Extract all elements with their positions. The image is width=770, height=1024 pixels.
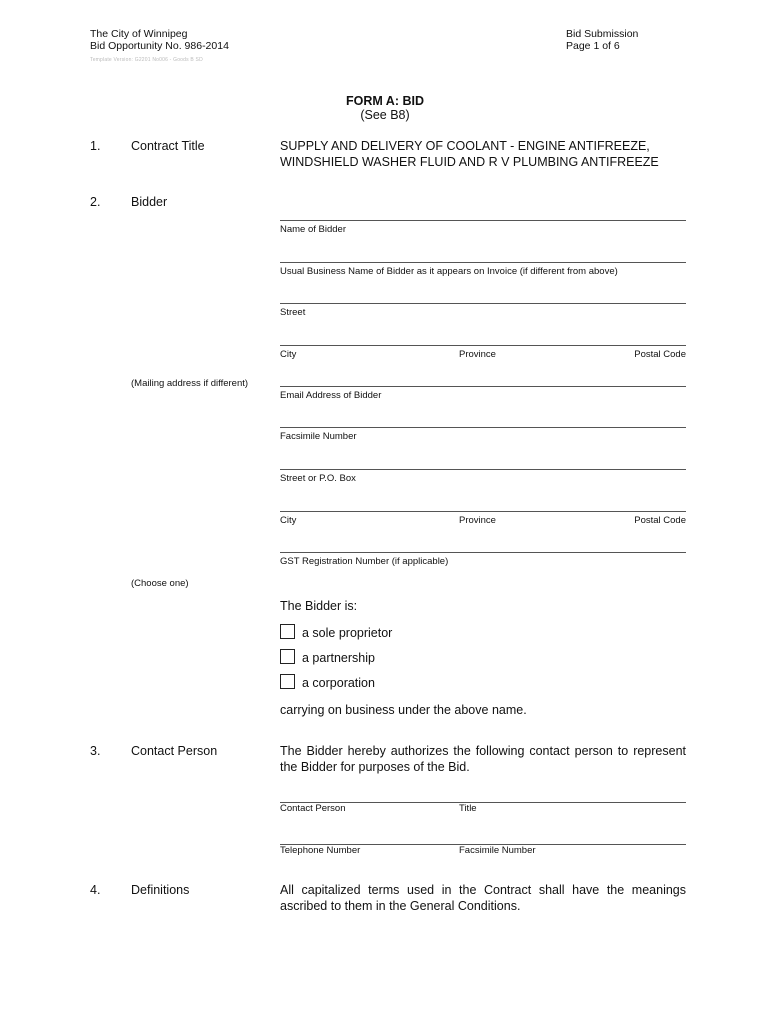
section-number: 1. <box>90 139 101 153</box>
form-title: FORM A: BID <box>346 94 424 108</box>
bidder-name-label: Name of Bidder <box>280 224 347 235</box>
gst-label: GST Registration Number (if applicable) <box>280 556 449 567</box>
template-version: Template Version: G2201 No006 - Goods B SD <box>90 57 203 63</box>
section-label-contract-title: Contract Title <box>131 139 205 153</box>
choose-one-note: (Choose one) <box>131 578 189 589</box>
email-label: Email Address of Bidder <box>280 390 382 401</box>
facsimile-line <box>280 427 686 428</box>
bidder-name-line <box>280 220 686 221</box>
street-field[interactable] <box>280 290 686 303</box>
mailing-city-province-postal-field[interactable] <box>280 498 686 511</box>
corporation-label: a corporation <box>302 676 375 690</box>
header-bid-number: Bid Opportunity No. 986-2014 <box>90 40 229 52</box>
section-number: 3. <box>90 744 101 758</box>
bidder-name-field[interactable] <box>280 207 686 220</box>
header-submission: Bid Submission <box>566 28 639 40</box>
email-line <box>280 386 686 387</box>
postal-code-label: Postal Code <box>634 349 686 360</box>
email-field[interactable] <box>280 373 686 386</box>
header-org: The City of Winnipeg <box>90 28 188 40</box>
section-label-contact-person: Contact Person <box>131 744 218 758</box>
contact-person-label: Contact Person <box>280 803 346 814</box>
section-number: 2. <box>90 195 101 209</box>
definitions-text: All capitalized terms used in the Contract shall have the meanings ascribed to them in the General Conditions. <box>280 883 686 913</box>
contact-person-title-field[interactable] <box>280 789 686 802</box>
usual-business-name-label: Usual Business Name of Bidder as it appears on Invoice (if different from above) <box>280 266 618 277</box>
facsimile-label: Facsimile Number <box>280 431 357 442</box>
contact-title-label: Title <box>459 803 477 814</box>
mailing-province-label: Province <box>459 515 496 526</box>
contract-title-line1: SUPPLY AND DELIVERY OF COOLANT - ENGINE ANTIFREEZE, <box>280 139 650 153</box>
sole-proprietor-label: a sole proprietor <box>302 626 393 640</box>
po-box-line <box>280 469 686 470</box>
city-line <box>280 345 686 346</box>
telephone-facsimile-field[interactable] <box>280 831 686 844</box>
sole-proprietor-checkbox[interactable] <box>280 624 295 639</box>
partnership-checkbox[interactable] <box>280 649 295 664</box>
gst-line <box>280 552 686 553</box>
section-label-bidder: Bidder <box>131 195 168 209</box>
province-label: Province <box>459 349 496 360</box>
header-page-number: Page 1 of 6 <box>566 40 620 52</box>
mailing-city-label: City <box>280 515 297 526</box>
city-label: City <box>280 349 297 360</box>
facsimile-field[interactable] <box>280 414 686 427</box>
contact-authorization-text: The Bidder hereby authorizes the following contact person to represent the Bidder for purposes of the Bid. <box>280 744 686 774</box>
usual-business-name-line <box>280 262 686 263</box>
telephone-label: Telephone Number <box>280 845 361 856</box>
street-label: Street <box>280 307 306 318</box>
city-province-postal-field[interactable] <box>280 332 686 345</box>
contract-title-line2: WINDSHIELD WASHER FLUID AND R V PLUMBING ANTIFREEZE <box>280 155 659 169</box>
street-line <box>280 303 686 304</box>
section-number: 4. <box>90 883 101 897</box>
mailing-address-note: (Mailing address if different) <box>131 378 249 389</box>
gst-field[interactable] <box>280 539 686 552</box>
form-see-reference: (See B8) <box>360 108 410 122</box>
mailing-postal-code-label: Postal Code <box>634 515 686 526</box>
usual-business-name-field[interactable] <box>280 249 686 262</box>
po-box-label: Street or P.O. Box <box>280 473 356 484</box>
partnership-label: a partnership <box>302 651 375 665</box>
carrying-on-business-text: carrying on business under the above name. <box>280 703 527 717</box>
mailing-city-line <box>280 511 686 512</box>
corporation-checkbox[interactable] <box>280 674 295 689</box>
section-label-definitions: Definitions <box>131 883 190 897</box>
contact-facsimile-label: Facsimile Number <box>459 845 536 856</box>
bidder-is-label: The Bidder is: <box>280 599 358 613</box>
po-box-field[interactable] <box>280 456 686 469</box>
